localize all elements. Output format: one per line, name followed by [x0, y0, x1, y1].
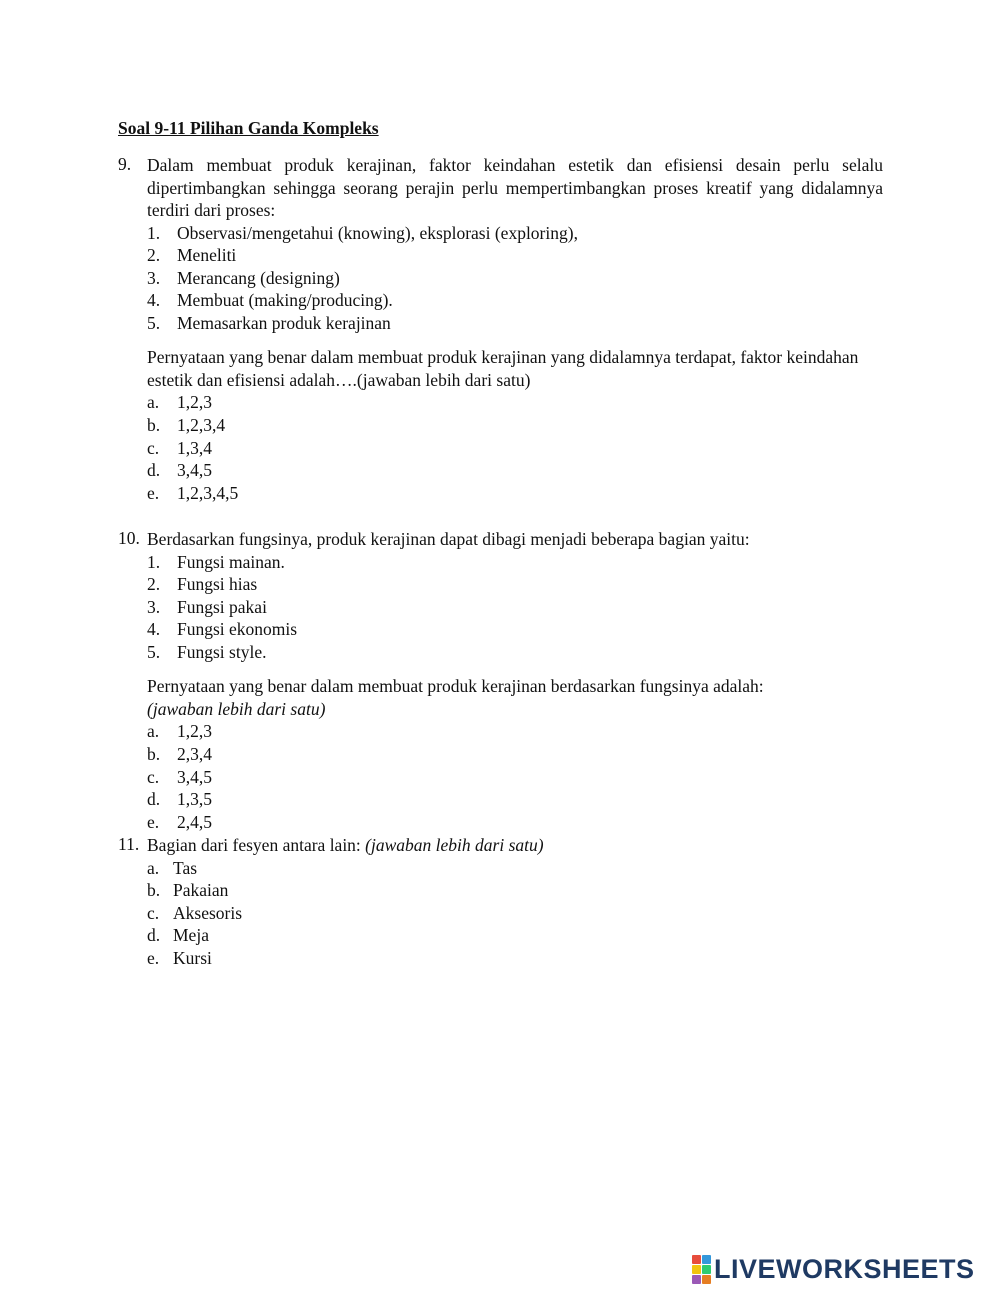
answer-option[interactable]: a. 1,2,3: [147, 392, 212, 413]
question-statement: Pernyataan yang benar dalam membuat produk kerajinan yang didalamnya terdapat, faktor keindahan estetik dan efisiensi adalah….(jawaban lebih dari satu): [147, 347, 859, 390]
answer-option[interactable]: e. 1,2,3,4,5: [147, 482, 239, 503]
question-text: Bagian dari fesyen antara lain: (jawaban lebih dari satu): [147, 835, 544, 855]
question-text: Berdasarkan fungsinya, produk kerajinan dapat dibagi menjadi beberapa bagian yaitu:: [147, 529, 750, 549]
statement-list: [147, 222, 883, 335]
question-11: [118, 834, 883, 969]
answer-option[interactable]: b. 1,2,3,4: [147, 415, 226, 436]
answer-option[interactable]: b. 2,3,4: [147, 744, 212, 765]
answer-option[interactable]: d. 1,3,5: [147, 789, 212, 810]
answer-option[interactable]: c. 1,3,4: [147, 437, 212, 458]
question-number: 11.: [118, 834, 140, 854]
answer-option[interactable]: b. Pakaian: [147, 880, 229, 901]
list-item: 5. Fungsi style.: [147, 641, 267, 662]
answer-options: [147, 391, 883, 504]
answer-option[interactable]: d. 3,4,5: [147, 460, 212, 481]
liveworksheets-logo: [692, 1254, 975, 1284]
answer-option[interactable]: e. Kursi: [147, 947, 212, 968]
answer-option[interactable]: a. Tas: [147, 857, 198, 878]
answer-option[interactable]: d. Meja: [147, 925, 209, 946]
answer-option[interactable]: c. 3,4,5: [147, 766, 212, 787]
answer-options: [147, 720, 883, 833]
question-number: 9.: [118, 154, 132, 174]
list-item: 2. Meneliti: [147, 245, 237, 266]
question-text: Dalam membuat produk kerajinan, faktor keindahan estetik dan efisiensi desain perlu selalu dipertimbangkan sehingga seorang perajin perlu mempertimbangkan proses kreatif yang didalamnya terdiri dari proses:: [147, 155, 883, 220]
list-item: 3. Merancang (designing): [147, 267, 340, 288]
list-item: 4. Membuat (making/producing).: [147, 290, 393, 311]
answer-option[interactable]: e. 2,4,5: [147, 811, 212, 832]
list-item: 2. Fungsi hias: [147, 574, 258, 595]
list-item: 1. Observasi/mengetahui (knowing), eksplorasi (exploring),: [147, 222, 578, 243]
liveworksheets-logo-text: LIVEWORKSHEETS: [714, 1253, 975, 1284]
list-item: 3. Fungsi pakai: [147, 596, 267, 617]
list-item: 5. Memasarkan produk kerajinan: [147, 312, 391, 333]
liveworksheets-logo-icon: [692, 1255, 711, 1284]
answer-option[interactable]: c. Aksesoris: [147, 902, 243, 923]
question-9: [118, 154, 883, 504]
list-item: 4. Fungsi ekonomis: [147, 619, 298, 640]
question-number: 10.: [118, 528, 140, 548]
statement-list: [147, 551, 883, 664]
section-title: Soal 9-11 Pilihan Ganda Kompleks: [118, 118, 379, 138]
answer-note: (jawaban lebih dari satu): [147, 698, 326, 719]
answer-option[interactable]: a. 1,2,3: [147, 721, 212, 742]
answer-options: [147, 857, 883, 970]
question-10: [118, 528, 883, 833]
question-statement: Pernyataan yang benar dalam membuat produk kerajinan berdasarkan fungsinya adalah: (jawaban lebih dari satu): [147, 676, 764, 719]
list-item: 1. Fungsi mainan.: [147, 551, 285, 572]
answer-note: (jawaban lebih dari satu): [365, 835, 544, 855]
